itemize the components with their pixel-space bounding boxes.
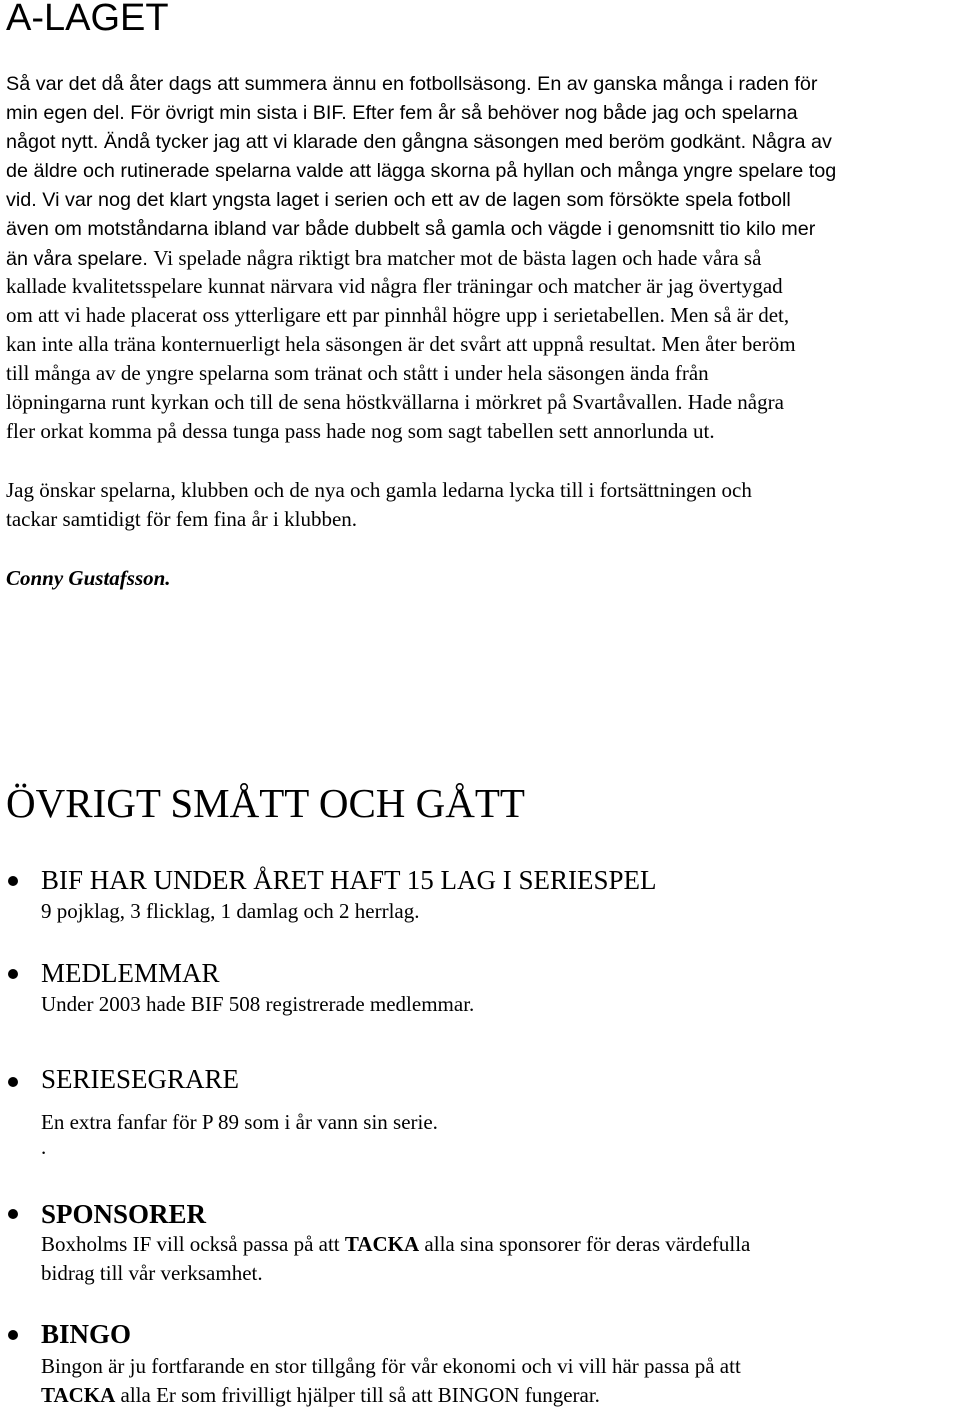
intro-tail-line: än våra spelare. (6, 248, 148, 270)
item-text: alla Er som frivilligt hjälper till så att BINGON fungerar. (115, 1383, 600, 1407)
item-text: alla sina sponsorer för deras värdefulla (419, 1232, 751, 1256)
intro-line: vid. (6, 189, 37, 211)
item-line: Bingon är ju fortfarande en stor tillgång för vår ekonomi och vi vill här passa på att (41, 1354, 741, 1378)
page-title: A-LAGET (6, 0, 169, 39)
item-text: Boxholms IF vill också passa på att (41, 1232, 345, 1256)
body-line: kallade kvalitetsspelare kunnat närvara vid några fler träningar och matcher är jag övertygad (6, 274, 783, 298)
item-title: MEDLEMMAR (41, 958, 220, 988)
item-emphasis: TACKA (41, 1383, 116, 1407)
section-title: ÖVRIGT SMÅTT OCH GÅTT (6, 780, 525, 826)
item-line: Under 2003 hade BIF 508 registrerade medlemmar. (41, 992, 475, 1016)
intro-line: något nytt. Ändå tycker jag att vi klarade den gångna säsongen med beröm godkänt. Några av (6, 131, 832, 153)
intro-paragraph (6, 70, 956, 274)
bullet-icon (8, 1209, 18, 1219)
item-line (41, 1381, 941, 1410)
bullet-icon (8, 969, 18, 979)
body-line: kan inte alla träna konternuerligt hela säsongen är det svårt att uppnå resultat. Men åter beröm (6, 332, 796, 356)
item-emphasis: TACKA (344, 1232, 420, 1256)
body-line: Vi spelade några riktigt bra matcher mot de bästa lagen och hade våra så (153, 246, 762, 270)
body-line: fler orkat komma på dessa tunga pass hade nog som sagt tabellen sett annorlunda ut. (6, 419, 715, 443)
closing-line: tackar samtidigt för fem fina år i klubben. (6, 507, 358, 531)
bullet-icon (8, 876, 18, 886)
item-line: 9 pojklag, 3 flicklag, 1 damlag och 2 herrlag. (41, 899, 420, 923)
item-body (41, 1108, 941, 1137)
bullet-icon (8, 1077, 18, 1087)
item-body (41, 1230, 941, 1288)
item-body (41, 1352, 941, 1410)
item-line (41, 1230, 941, 1259)
item-body (41, 990, 941, 1019)
body-paragraph (6, 272, 956, 446)
intro-line: min egen del. För övrigt min sista i BIF. Efter fem år så behöver nog både jag och spelarna (6, 102, 798, 124)
closing-line: Jag önskar spelarna, klubben och de nya och gamla ledarna lycka till i fortsättningen och (6, 478, 752, 502)
item-body (41, 897, 941, 926)
signature: Conny Gustafsson. (6, 566, 171, 590)
item-line: En extra fanfar för P 89 som i år vann sin serie. (41, 1110, 438, 1134)
item-title: SERIESEGRARE (41, 1064, 240, 1094)
closing-paragraph (6, 476, 956, 534)
body-line: till många av de yngre spelarna som tränat och stått i under hela säsongen ända från (6, 361, 709, 385)
body-line: om att vi hade placerat oss ytterligare ett par pinnhål högre upp i serietabellen. Men så är det, (6, 303, 790, 327)
item-title: BIF HAR UNDER ÅRET HAFT 15 LAG I SERIESPEL (41, 865, 657, 895)
item-line: bidrag till vår verksamhet. (41, 1261, 263, 1285)
item-title: SPONSORER (41, 1199, 207, 1229)
intro-line: Så var det då åter dags att summera ännu en fotbollsäsong. En av ganska många i raden för (6, 73, 818, 95)
intro-tail-line: även om motståndarna ibland var både dubbelt så gamla och vägde i genomsnitt tio kilo mer (6, 218, 816, 240)
intro-tail-line: Vi var nog det klart yngsta laget i serien och ett av de lagen som försökte spela fotboll (42, 189, 791, 211)
intro-line-with-tail (6, 186, 956, 215)
body-line: löpningarna runt kyrkan och till de sena höstkvällarna i mörkret på Svartåvallen. Hade några (6, 390, 784, 414)
trailing-dot: . (41, 1135, 47, 1159)
intro-line: de äldre och rutinerade spelarna valde att lägga skorna på hyllan och många yngre spelare tog (6, 160, 837, 182)
bullet-icon (8, 1330, 18, 1340)
item-title: BINGO (41, 1319, 132, 1349)
intro-line-with-body (6, 244, 956, 274)
